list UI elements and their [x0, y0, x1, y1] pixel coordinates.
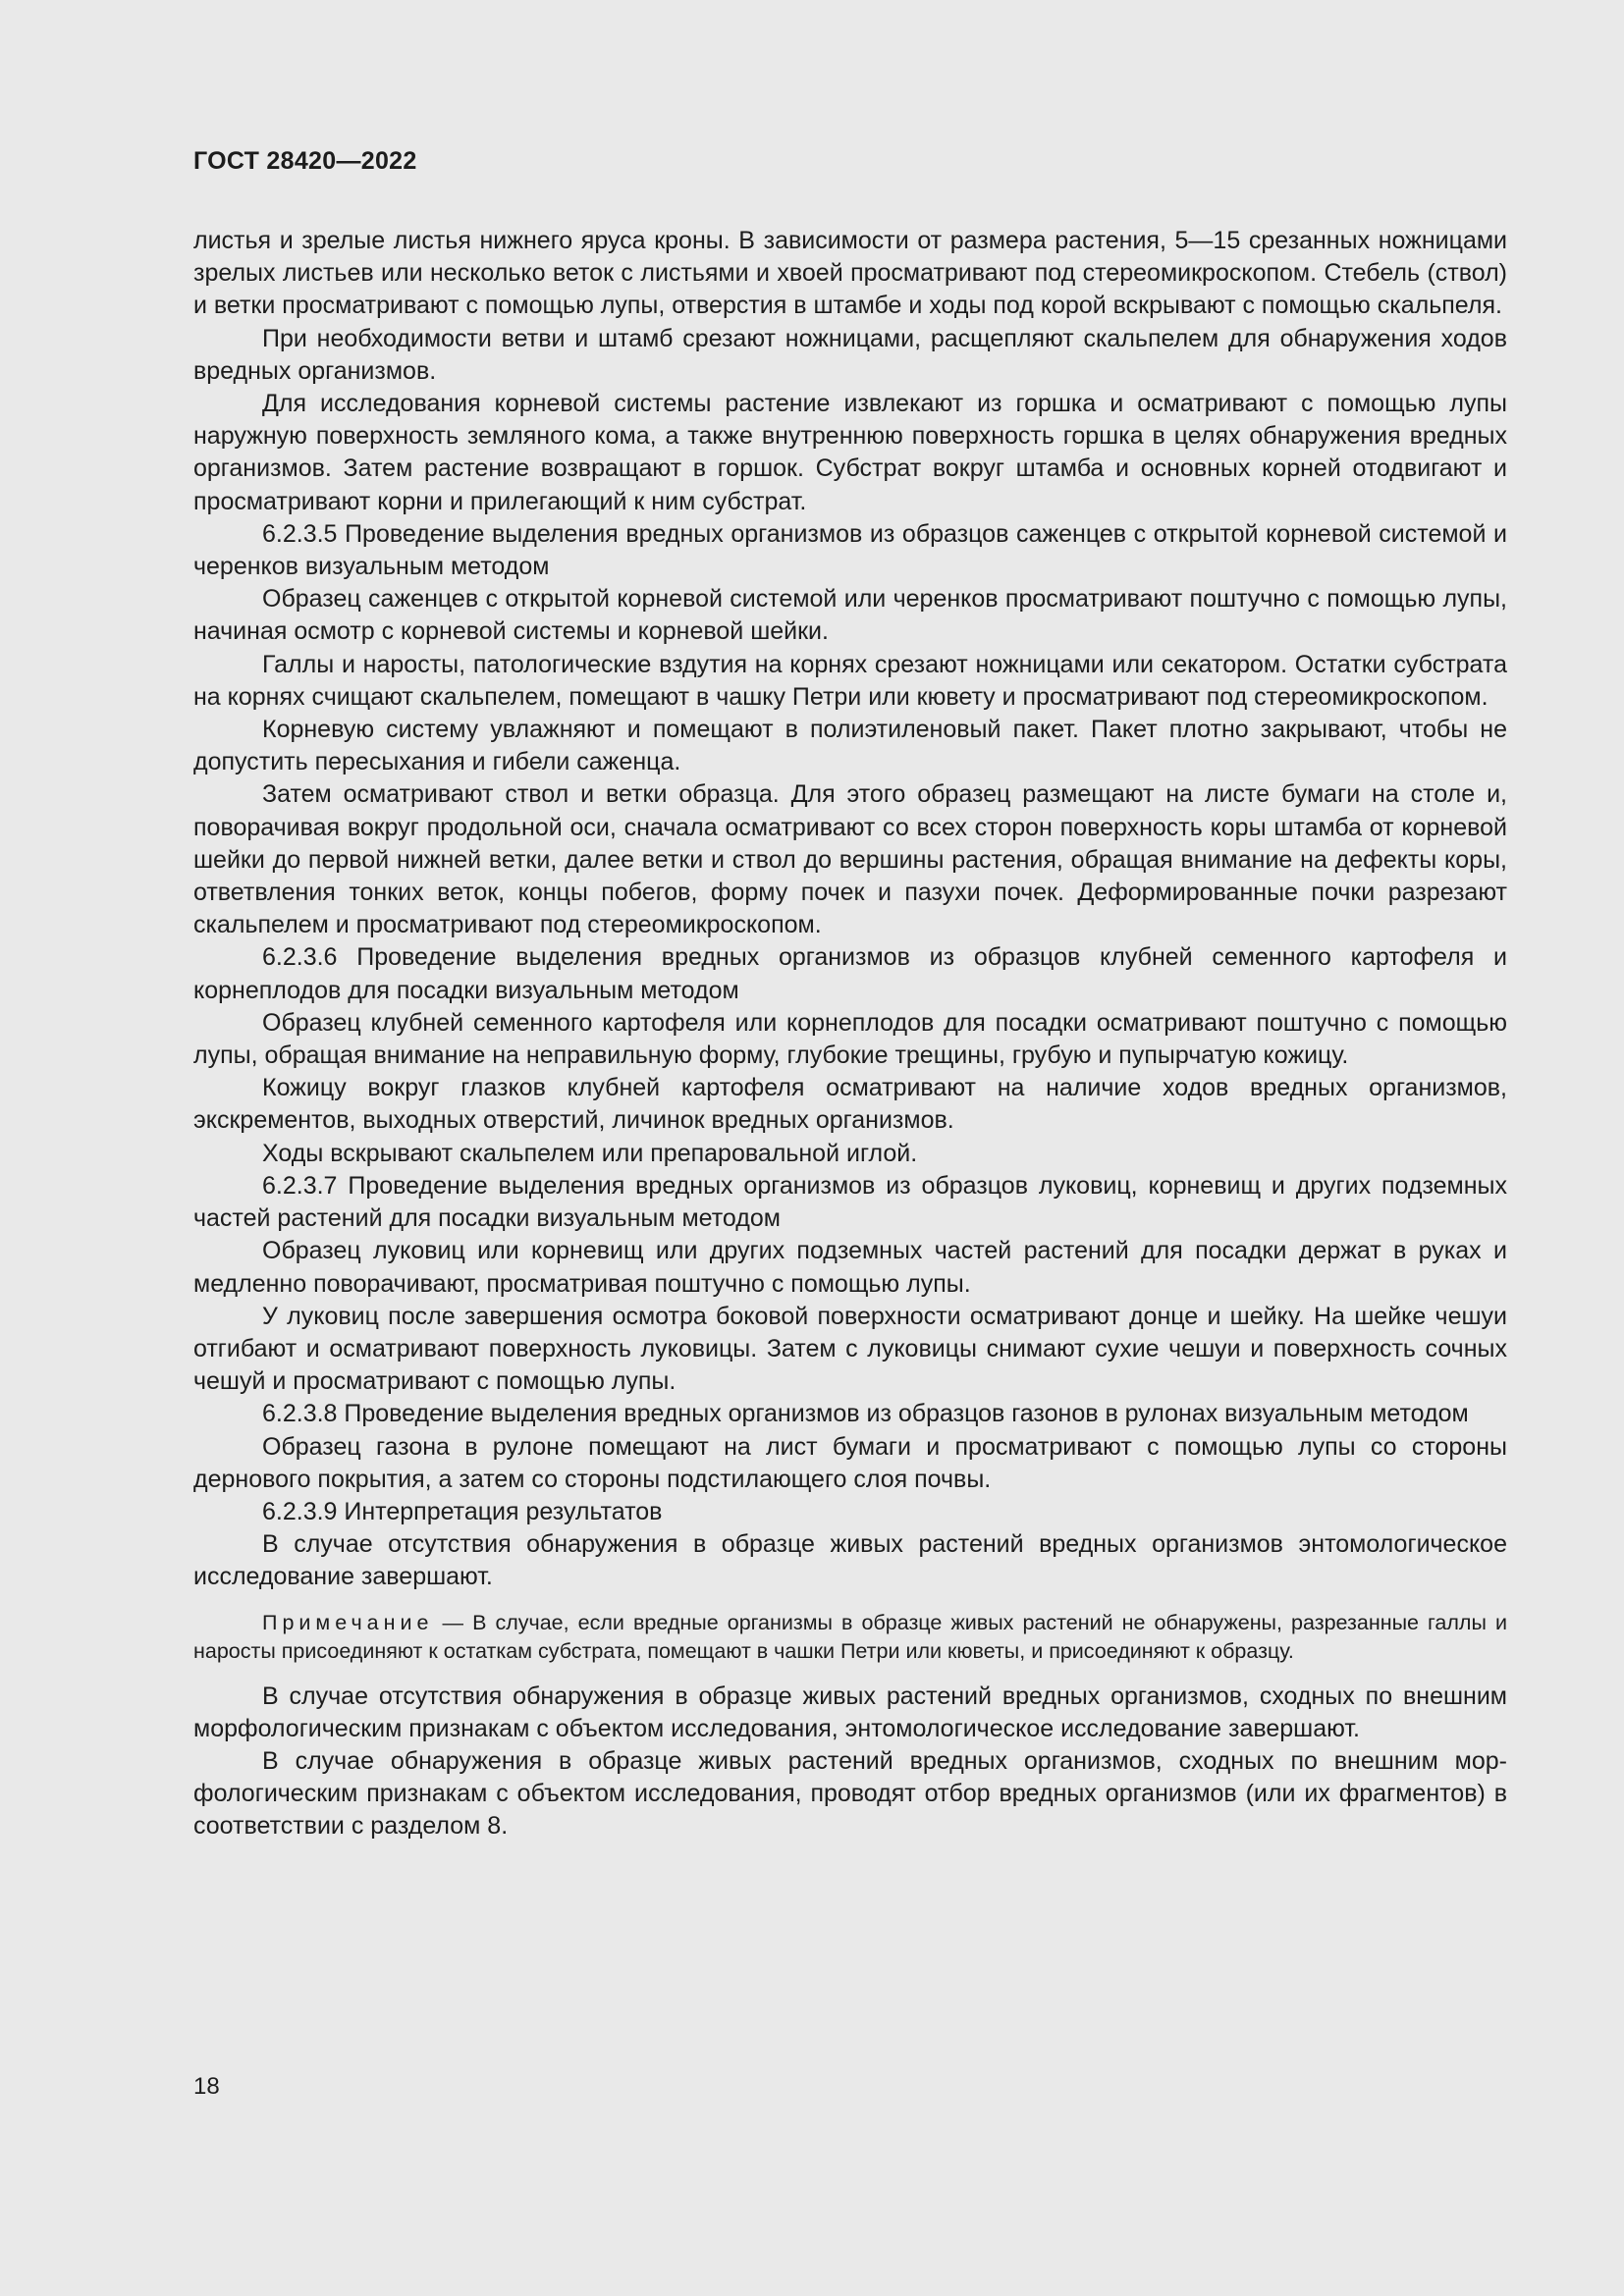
- paragraph: При необходимости ветви и штамб срезают ножницами, расщепляют скальпелем для обнаружения ходов вредных организмов.: [193, 324, 1507, 385]
- page-number: 18: [193, 2073, 220, 2100]
- paragraph: Образец клубней семенного картофеля или корнеплодов для посадки осматривают поштучно с помощью лупы, обращая внимание на неправильную форму, глубокие трещины, грубую и пупырчатую кожицу.: [193, 1008, 1507, 1070]
- note-label: Примечание: [262, 1610, 434, 1634]
- document-header: ГОСТ 28420—2022: [193, 147, 417, 175]
- paragraph: Образец луковиц или корневищ или других подземных частей растений для посадки держат в руках и медленно поворачивают, просматривая поштучно с помощью лупы.: [193, 1237, 1507, 1298]
- paragraph: Ходы вскрывают скальпелем или препаровальной иглой.: [262, 1139, 918, 1167]
- paragraph: В случае обнаружения в образце живых растений вредных организмов, сходных по внешним морфологическим признакам с объектом исследования, проводят отбор вредных организмов (или их фрагментов) в соответствии с разделом 8.: [193, 1746, 1507, 1841]
- document-body: [193, 225, 1507, 1843]
- paragraph: Образец газона в рулоне помещают на лист бумаги и просматривают с помощью лупы со стороны дернового покрытия, а затем со стороны подстилающего слоя почвы.: [193, 1432, 1507, 1493]
- section-heading: 6.2.3.8 Проведение выделения вредных организмов из образцов газонов в рулонах визуальным методом: [262, 1400, 1469, 1428]
- paragraph: В случае отсутствия обнаружения в образце живых растений вредных организмов, сходных по внешним морфологическим признакам с объектом исследования, энтомологическое исследование завершают.: [193, 1682, 1507, 1742]
- paragraph: В случае отсутствия обнаружения в образце живых растений вредных организмов энтомологическое исследование завершают.: [193, 1530, 1507, 1591]
- section-heading: 6.2.3.7 Проведение выделения вредных организмов из образцов луковиц, корневищ и других подземных частей растений для посадки визуальным методом: [193, 1171, 1507, 1233]
- paragraph: Образец саженцев с открытой корневой системой или черенков просматривают поштучно с помощью лупы, начиная осмотр с корневой системы и корневой шейки.: [193, 585, 1507, 646]
- paragraph: Кожицу вокруг глазков клубней картофеля осматривают на наличие ходов вредных организмов, экскрементов, выходных отверстий, личинок вредных организмов.: [193, 1074, 1507, 1135]
- paragraph: У луковиц после завершения осмотра боковой поверхности осматривают донце и шейку. На шейке чешуи отгибают и осматривают поверхность луковицы. Затем с луковицы снимают сухие чешуи и поверхность сочных чешуй и просматривают с помощью лупы.: [193, 1302, 1507, 1396]
- paragraph: Для исследования корневой системы растение извлекают из горшка и осматривают с помощью лупы наружную поверхность земляного кома, а также внутреннюю поверхность горшка в целях обнаружения вредных организмов. Затем растение возвращают в горшок. Субстрат вокруг штамба и основных корней отодвигают и просматривают корни и прилегающий к ним субстрат.: [193, 390, 1507, 515]
- paragraph: Галлы и наросты, патологические вздутия на корнях срезают ножницами или секатором. Остатки субстрата на корнях счищают скальпелем, помещают в чашку Петри или кювету и просматривают под стереомикроскопом.: [193, 650, 1507, 711]
- section-heading: 6.2.3.5 Проведение выделения вредных организмов из образцов саженцев с открытой корневой системой и черенков визуальным методом: [193, 519, 1507, 581]
- section-heading: 6.2.3.6 Проведение выделения вредных организмов из образцов клубней семенного картофеля и корнеплодов для посадки визуальным методом: [193, 943, 1507, 1004]
- paragraph: Затем осматривают ствол и ветки образца. Для этого образец размещают на листе бумаги на столе и, поворачивая вокруг продольной оси, сначала осматривают со всех сторон поверхность коры штамба от корневой шейки до первой нижней ветки, далее ветки и ствол до вершины растения, обращая внимание на дефекты коры, ответвления тонких веток, концы побегов, форму почек и пазухи почек. Деформированные почки разрезают скальпелем и просматривают под стереомикроскопом.: [193, 780, 1507, 939]
- note: [193, 1609, 1507, 1666]
- paragraph: Корневую систему увлажняют и помещают в полиэтиленовый пакет. Пакет плотно закрывают, чтобы не допустить пересыхания и гибели саженца.: [193, 716, 1507, 776]
- note-text: — В случае, если вредные организмы в образце живых растений не обнаружены, разрезанные галлы и наросты присоединяют к остаткам субстрата, помещают в чашки Петри или кюветы, и присоединяют к образцу.: [193, 1610, 1507, 1663]
- paragraph: листья и зрелые листья нижнего яруса кроны. В зависимости от размера растения, 5—15 срезанных ножницами зрелых листьев или несколько веток с листьями и хвоей просматривают под стереомикроскопом. Стебель (ствол) и ветки просматривают с помощью лупы, отверстия в штамбе и ходы под корой вскрывают с помощью скальпеля.: [193, 227, 1507, 320]
- section-heading: 6.2.3.9 Интерпретация результатов: [262, 1497, 663, 1525]
